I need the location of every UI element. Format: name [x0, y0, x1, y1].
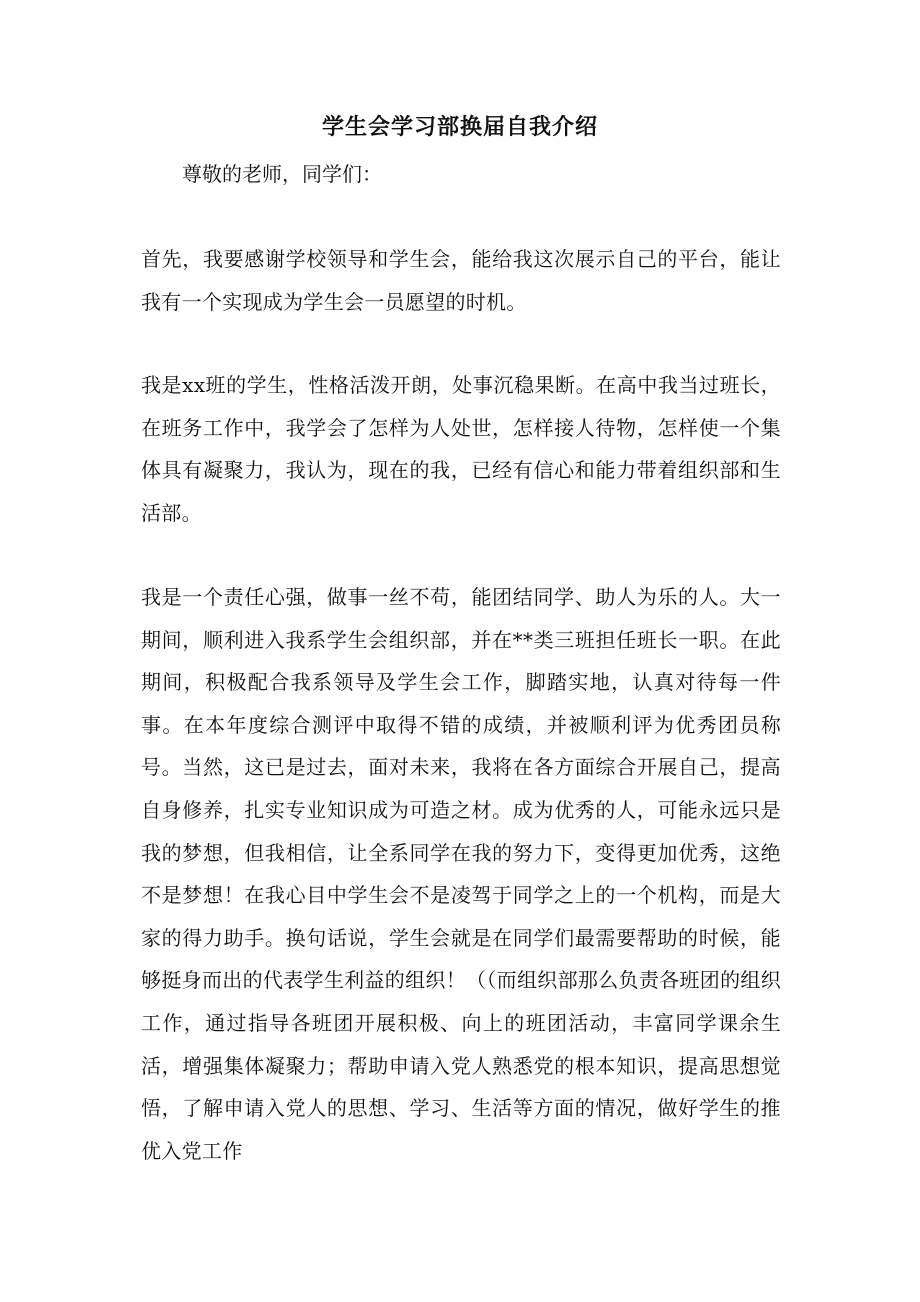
paragraph-1: 首先，我要感谢学校领导和学生会，能给我这次展示自己的平台，能让我有一个实现成为学生会一员愿望的时机。 [141, 247, 781, 314]
salutation: 尊敬的老师，同学们： [182, 162, 382, 186]
paragraph-2: 我是xx班的学生，性格活泼开朗，处事沉稳果断。在高中我当过班长，在班务工作中，我学会了怎样为人处世，怎样接人待物，怎样使一个集体具有凝聚力，我认为，现在的我，已经有信心和能力带着组织部和生活部。 [141, 373, 781, 525]
paragraph-3: 我是一个责任心强，做事一丝不苟，能团结同学、助人为乐的人。大一期间，顺利进入我系学生会组织部，并在**类三班担任班长一职。在此期间，积极配合我系领导及学生会工作，脚踏实地，认真对待每一件事。在本年度综合测评中取得不错的成绩，并被顺利评为优秀团员称号。当然，这已是过去，面对未来，我将在各方面综合开展自己，提高自身修养，扎实专业知识成为可造之材。成为优秀的人，可能永远只是我的梦想，但我相信，让全系同学在我的努力下，变得更加优秀，这绝不是梦想！在我心目中学生会不是凌驾于同学之上的一个机构，而是大家的得力助手。换句话说，学生会就是在同学们最需要帮助的时候，能够挺身而出的代表学生利益的组织！（（而组织部那么负责各班团的组织工作，通过指导各班团开展积极、向上的班团活动，丰富同学课余生活，增强集体凝聚力；帮助申请入党人熟悉党的根本知识，提高思想觉悟，了解申请入党人的思想、学习、生活等方面的情况，做好学生的推优入党工作 [141, 585, 781, 1163]
document-title: 学生会学习部换届自我介绍 [321, 114, 598, 140]
